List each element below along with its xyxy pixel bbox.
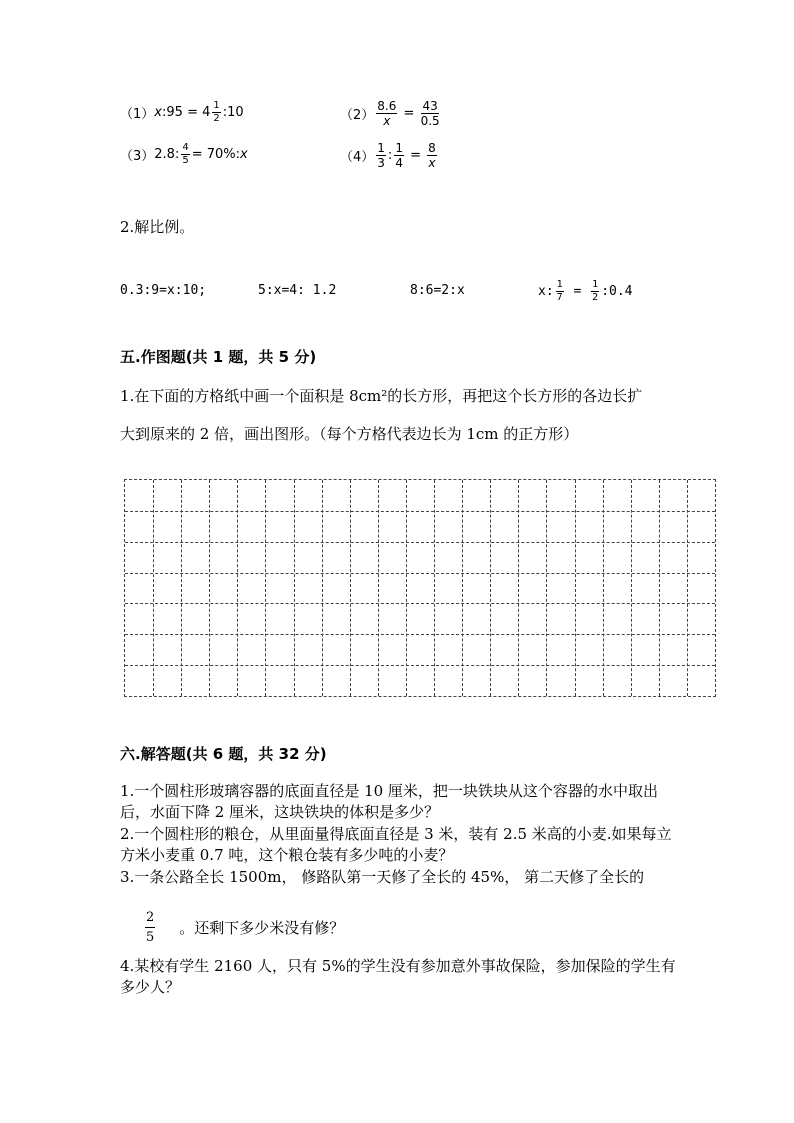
fraction: $\frac{1}{3}$: [377, 140, 385, 170]
grid-line-horizontal: [125, 603, 715, 604]
equation-label: （2）: [340, 107, 375, 123]
grid-line-vertical: [490, 480, 491, 696]
grid-line-vertical: [575, 480, 576, 696]
grid-line-vertical: [378, 480, 379, 696]
grid-line-vertical: [153, 480, 154, 696]
fraction: $\frac{1}{4}$: [395, 140, 403, 170]
grid-line-vertical: [659, 480, 660, 696]
equation-2: [340, 97, 442, 129]
fraction: $\frac{4}{5}$: [182, 141, 189, 166]
fraction: $\frac{43}{0.5}$: [420, 98, 440, 128]
equation-label: （3）: [120, 148, 155, 164]
grid-line-vertical: [322, 480, 323, 696]
equation-4: [340, 138, 439, 172]
grid-line-vertical: [237, 480, 238, 696]
number: 95: [166, 104, 183, 120]
question-text: 4.某校有学生 2160 人，只有 5%的学生没有参加意外事故保险，参加保险的学生有多少人？: [120, 957, 676, 996]
equation-label: （1）: [120, 106, 155, 122]
question-tail: 。还剩下多少米没有修？: [179, 918, 345, 937]
grid-paper: [124, 479, 716, 697]
equals-sign: =: [410, 147, 421, 163]
grid-line-vertical: [209, 480, 210, 696]
fraction: $\frac{2}{5}$: [146, 909, 155, 945]
grid-line-vertical: [434, 480, 435, 696]
mixed-whole: 4: [202, 104, 211, 120]
fraction: $\frac{1}{7}$: [556, 278, 563, 303]
grid-line-vertical: [631, 480, 632, 696]
proportion-item: 5:x=4: 1.2: [258, 283, 337, 298]
question-text: 3.一条公路全长 1500m， 修路队第一天修了全长的 45%， 第二天修了全长的: [120, 868, 645, 886]
proportion-item: x: $\frac{1}{7}$ = $\frac{1}{2}$ :0.4: [538, 278, 633, 303]
grid-line-vertical: [687, 480, 688, 696]
equals-sign: =: [403, 105, 415, 121]
grid-line-vertical: [462, 480, 463, 696]
question-text: 2.一个圆柱形的粮仓，从里面量得底面直径是 3 米，装有 2.5 米高的小麦.如果每立方米小麦重 0.7 吨，这个粮仓装有多少吨的小麦？: [120, 825, 672, 864]
grid-line-vertical: [518, 480, 519, 696]
question-text: 1.在下面的方格纸中画一个面积是 8cm²的长方形，再把这个长方形的各边长扩: [120, 387, 643, 405]
variable-x: x: [240, 146, 248, 162]
equals-sign: =: [187, 104, 198, 120]
grid-line-vertical: [181, 480, 182, 696]
question-text: 1.一个圆柱形玻璃容器的底面直径是 10 厘米，把一块铁块从这个容器的水中取出后，水面下降 2 厘米，这块铁块的体积是多少？: [120, 782, 658, 821]
grid-line-horizontal: [125, 511, 715, 512]
question-title: 2.解比例。: [120, 218, 195, 236]
grid-line-horizontal: [125, 665, 715, 666]
section-heading: 五.作图题(共 1 题，共 5 分): [120, 348, 317, 366]
grid-line-vertical: [406, 480, 407, 696]
ratio-lead: 2.8:: [154, 146, 180, 162]
grid-line-horizontal: [125, 542, 715, 543]
grid-line-vertical: [294, 480, 295, 696]
grid-line-vertical: [265, 480, 266, 696]
ratio-tail: :10: [222, 104, 244, 120]
equation-1: [120, 101, 244, 123]
grid-line-vertical: [603, 480, 604, 696]
grid-line-vertical: [350, 480, 351, 696]
question-text: 大到原来的 2 倍，画出图形。（每个方格代表边长为 1cm 的正方形）: [120, 425, 579, 443]
equation-3: [120, 141, 248, 167]
fraction: $\frac{8}{x}$: [428, 140, 436, 170]
fraction: $\frac{1}{2}$: [213, 99, 220, 124]
question-continuation: [143, 907, 344, 947]
grid-line-horizontal: [125, 634, 715, 635]
ratio-colon: :: [161, 104, 167, 120]
fraction: $\frac{8.6}{x}$: [377, 98, 397, 128]
fraction: $\frac{1}{2}$: [592, 278, 599, 303]
section-heading: 六.解答题(共 6 题，共 32 分): [120, 745, 327, 763]
ratio-colon: :: [387, 147, 393, 163]
proportion-item: 0.3:9=x:10;: [120, 283, 207, 298]
variable-x: x: [154, 104, 162, 120]
ratio-rest: = 70%:: [191, 146, 241, 162]
equation-label: （4）: [340, 149, 375, 165]
proportion-item: 8:6=2:x: [410, 283, 465, 298]
grid-line-vertical: [546, 480, 547, 696]
grid-line-horizontal: [125, 573, 715, 574]
